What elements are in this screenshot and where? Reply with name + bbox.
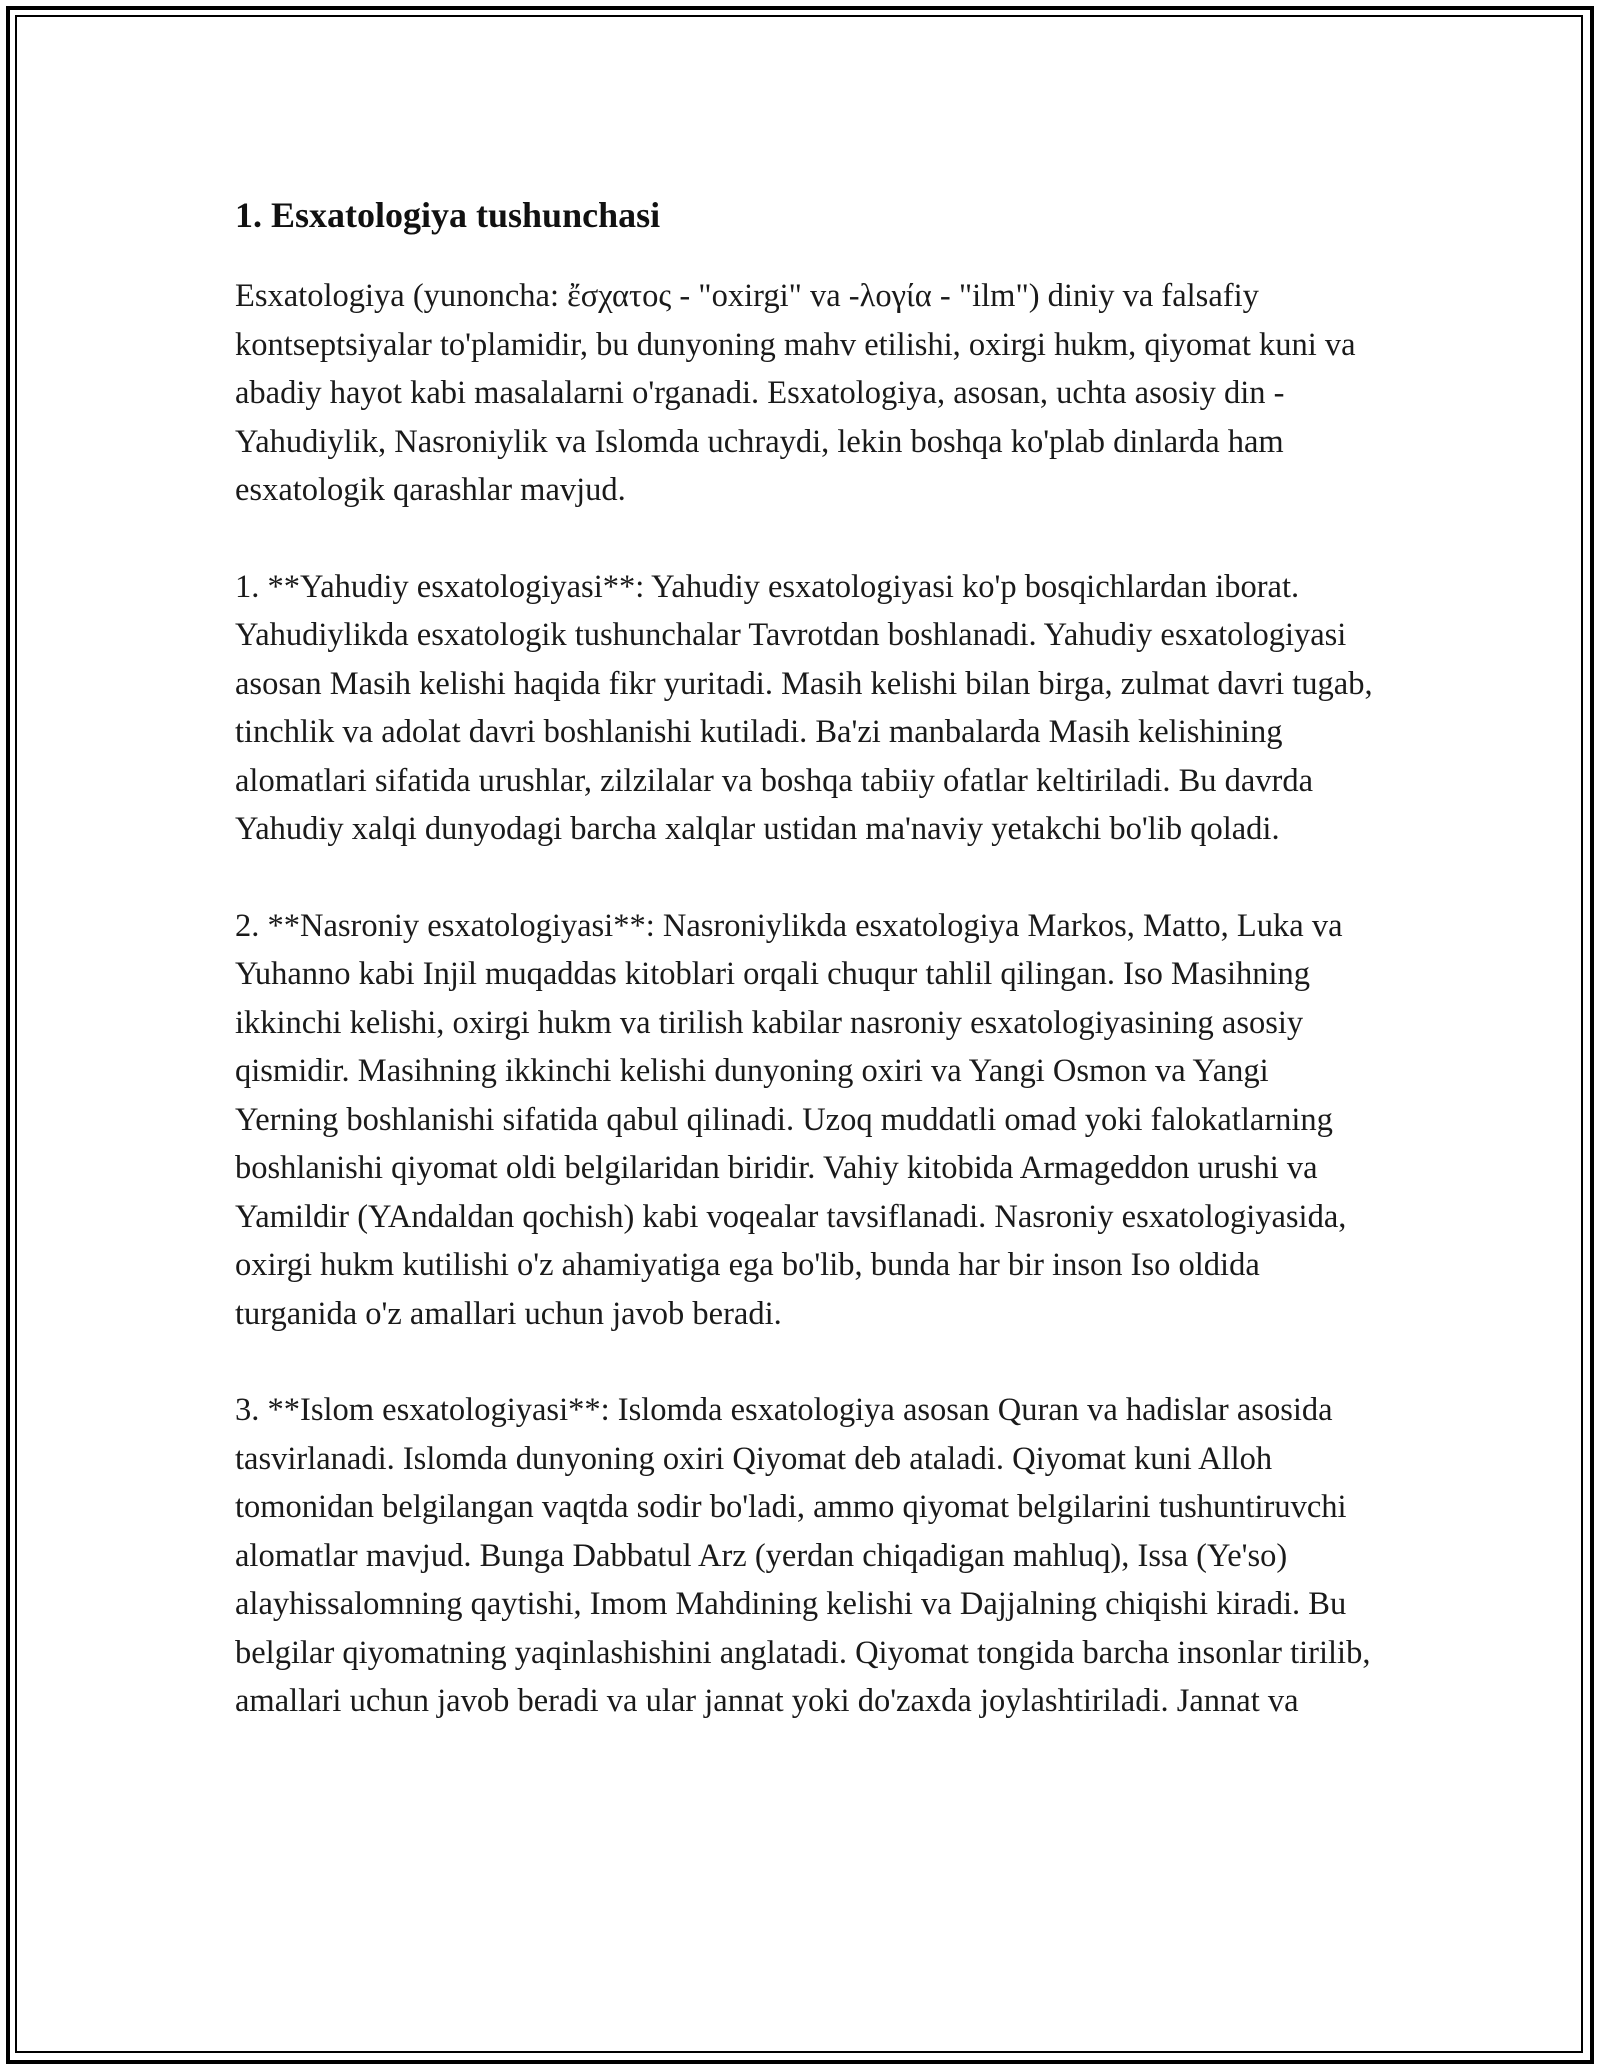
paragraph-christian-eschatology: 2. **Nasroniy esxatologiyasi**: Nasroniylikda esxatologiya Markos, Matto, Luka va Yuhanno kabi Injil muqaddas kitoblari orqali chuqur tahlil qilingan. Iso Masihning ikkinchi kelishi, oxirgi hukm va tirilish kabilar nasroniy esxatologiyasining asosiy qismidir. Masihning ikkinchi kelishi dunyoning oxiri va Yangi Osmon va Yangi Yerning boshlanishi sifatida qabul qilinadi. Uzoq muddatli omad yoki falokatlarning boshlanishi qiyomat oldi belgilaridan biridir. Vahiy kitobida Armageddon urushi va Yamildir (YAndaldan qochish) kabi voqealar tavsiflanadi. Nasroniy esxatologiyasida, oxirgi hukm kutilishi o'z ahamiyatiga ega bo'lib, bunda har bir inson Iso oldida turganida o'z amallari uchun javob beradi. xyxy=(235,907,1347,1332)
paragraph-jewish-eschatology: 1. **Yahudiy esxatologiyasi**: Yahudiy esxatologiyasi ko'p bosqichlardan iborat. Yahudiylikda esxatologik tushunchalar Tavrotdan boshlanadi. Yahudiy esxatologiyasi asosan Masih kelishi haqida fikr yuritadi. Masih kelishi bilan birga, zulmat davri tugab, tinchlik va adolat davri boshlanishi kutiladi. Ba'zi manbalarda Masih kelishining alomatlari sifatida urushlar, zilzilalar va boshqa tabiiy ofatlar keltiriladi. Bu davrda Yahudiy xalqi dunyodagi barcha xalqlar ustidan ma'naviy yetakchi bo'lib qoladi. xyxy=(235,568,1373,847)
section-heading: 1. Esxatologiya tushunchasi xyxy=(235,195,661,235)
document-body xyxy=(235,187,1375,1726)
paragraph-intro: Esxatologiya (yunoncha: ἔσχατος - "oxirgi" va -λογία - "ilm") diniy va falsafiy kontseptsiyalar to'plamidir, bu dunyoning mahv etilishi, oxirgi hukm, qiyomat kuni va abadiy hayot kabi masalalarni o'rganadi. Esxatologiya, asosan, uchta asosiy din - Yahudiylik, Nasroniylik va Islomda uchraydi, lekin boshqa ko'plab dinlarda ham esxatologik qarashlar mavjud. xyxy=(235,278,1356,508)
paragraph-islamic-eschatology: 3. **Islom esxatologiyasi**: Islomda esxatologiya asosan Quran va hadislar asosida tasvirlanadi. Islomda dunyoning oxiri Qiyomat deb ataladi. Qiyomat kuni Alloh tomonidan belgilangan vaqtda sodir bo'ladi, ammo qiyomat belgilarini tushuntiruvchi alomatlar mavjud. Bunga Dabbatul Arz (yerdan chiqadigan mahluq), Issa (Ye'so) alayhissalomning qaytishi, Imom Mahdining kelishi va Dajjalning chiqishi kiradi. Bu belgilar qiyomatning yaqinlashishini anglatadi. Qiyomat tongida barcha insonlar tirilib, amallari uchun javob beradi va ular jannat yoki do'zaxda joylashtiriladi. Jannat va xyxy=(235,1392,1371,1719)
